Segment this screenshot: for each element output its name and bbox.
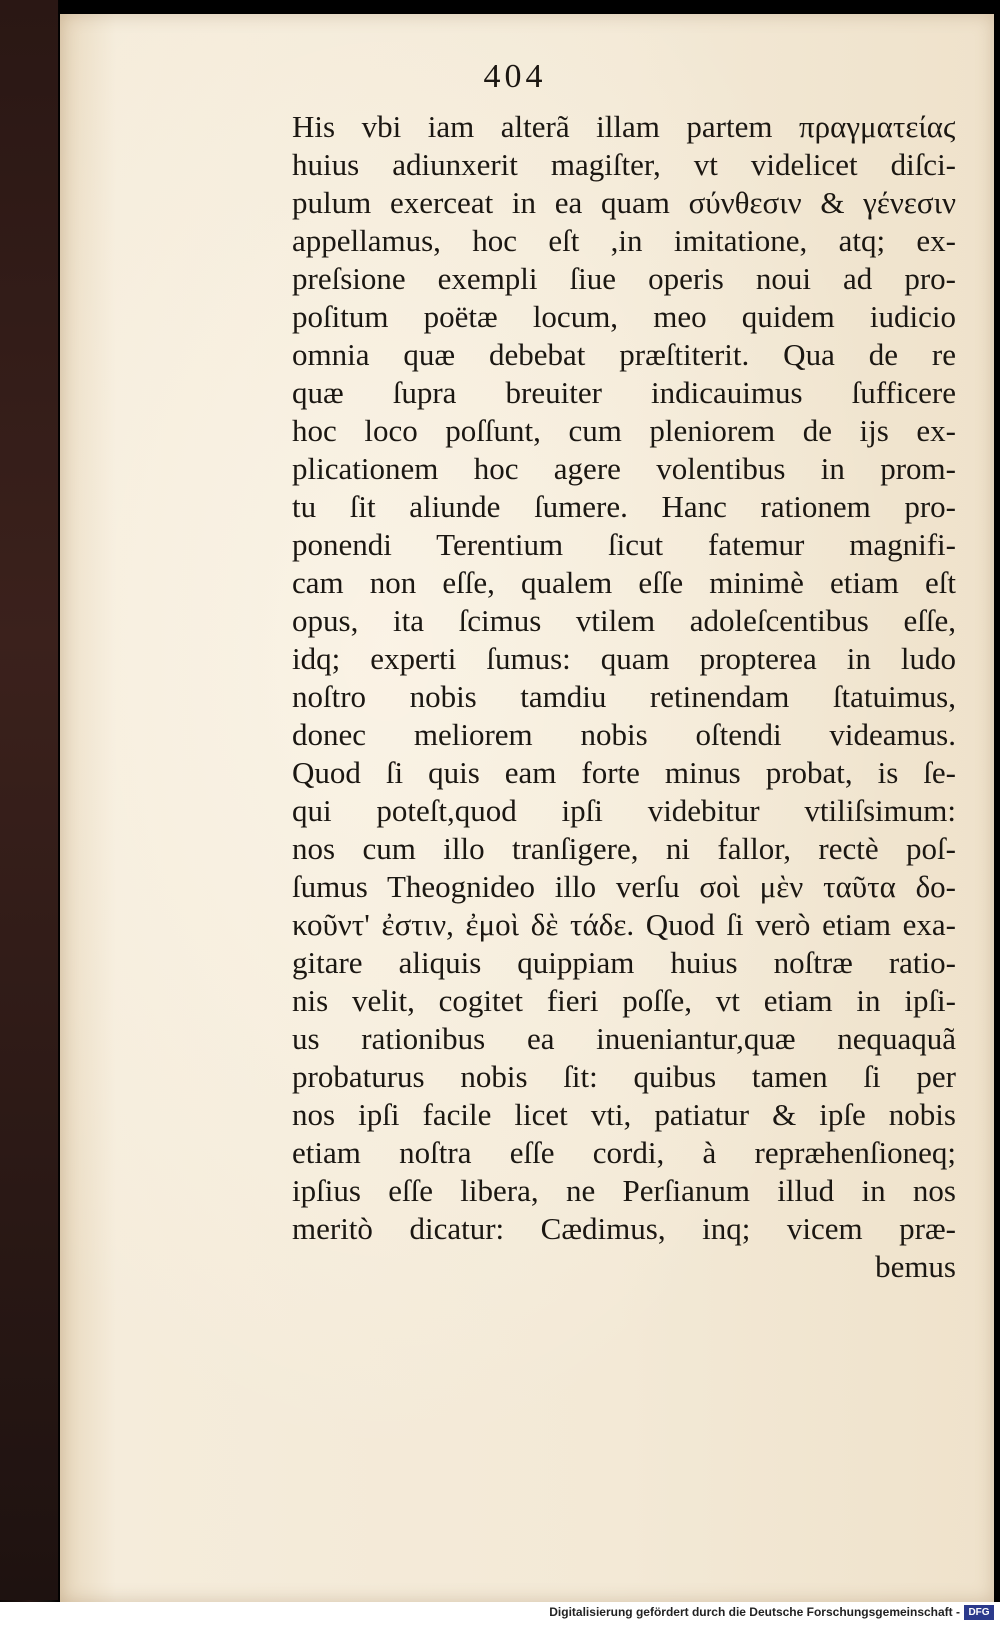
text-line: probaturus nobis ſit: quibus tamen ſi per [292,1059,956,1094]
text-line: pulum exerceat in ea quam σύνθεσιν & γένεσιν [292,185,956,220]
text-line: κοῦντ' ἐστιν, ἐμοὶ δὲ τάδε. Quod ſi verò etiam exa- [292,907,956,942]
text-line: quæ ſupra breuiter indicauimus ſufficere [292,375,956,410]
text-line: idq; experti ſumus: quam propterea in ludo [292,641,956,676]
page-text [292,108,956,1286]
book-binding [0,0,58,1600]
funding-credit: Digitalisierung gefördert durch die Deutsche Forschungsgemeinschaft - [549,1605,960,1619]
text-line: preſsione exempli ſiue operis noui ad pro- [292,261,956,296]
text-line: ipſius eſſe libera, ne Perſianum illud in nos [292,1173,956,1208]
text-line: His vbi iam alterã illam partem πραγματείαϛ [292,109,956,144]
text-line: etiam noſtra eſſe cordi, à repræhenſioneq; [292,1135,956,1170]
text-line: nis velit, cogitet fieri poſſe, vt etiam in ipſi- [292,983,956,1018]
text-line: tu ſit aliunde ſumere. Hanc rationem pro- [292,489,956,524]
text-line: hoc loco poſſunt, cum pleniorem de ijs ex- [292,413,956,448]
text-line: ſumus Theognideo illo verſu σοὶ μὲν ταῦτα δο- [292,869,956,904]
text-line: donec meliorem nobis oſtendi videamus. [292,717,956,752]
text-line: ponendi Terentium ſicut fatemur magnifi- [292,527,956,562]
text-line: nos cum illo tranſigere, ni fallor, rectè poſ- [292,831,956,866]
text-line: noſtro nobis tamdiu retinendam ſtatuimus, [292,679,956,714]
text-line: omnia quæ debebat præſtiterit. Qua de re [292,337,956,372]
footer-bar [0,1602,1000,1625]
text-line: Quod ſi quis eam forte minus probat, is ſe- [292,755,956,790]
text-line: gitare aliquis quippiam huius noſtræ ratio- [292,945,956,980]
text-line: meritò dicatur: Cædimus, inq; vicem præ- [292,1211,956,1246]
text-line: poſitum poëtæ locum, meo quidem iudicio [292,299,956,334]
text-line: cam non eſſe, qualem eſſe minimè etiam eſt [292,565,956,600]
text-line: opus, ita ſcimus vtilem adoleſcentibus eſſe, [292,603,956,638]
text-line: plicationem hoc agere volentibus in prom- [292,451,956,486]
catchword: bemus [875,1249,956,1284]
page-number: 404 [483,58,547,95]
text-line: appellamus, hoc eſt ,in imitatione, atq; ex- [292,223,956,258]
dfg-logo: DFG [964,1605,994,1620]
text-line: nos ipſi facile licet vti, patiatur & ipſe nobis [292,1097,956,1132]
text-line: huius adiunxerit magiſter, vt videlicet diſci- [292,147,956,182]
text-line: us rationibus ea inueniantur,quæ nequaquã [292,1021,956,1056]
text-line: qui poteſt,quod ipſi videbitur vtiliſsimum: [292,793,956,828]
